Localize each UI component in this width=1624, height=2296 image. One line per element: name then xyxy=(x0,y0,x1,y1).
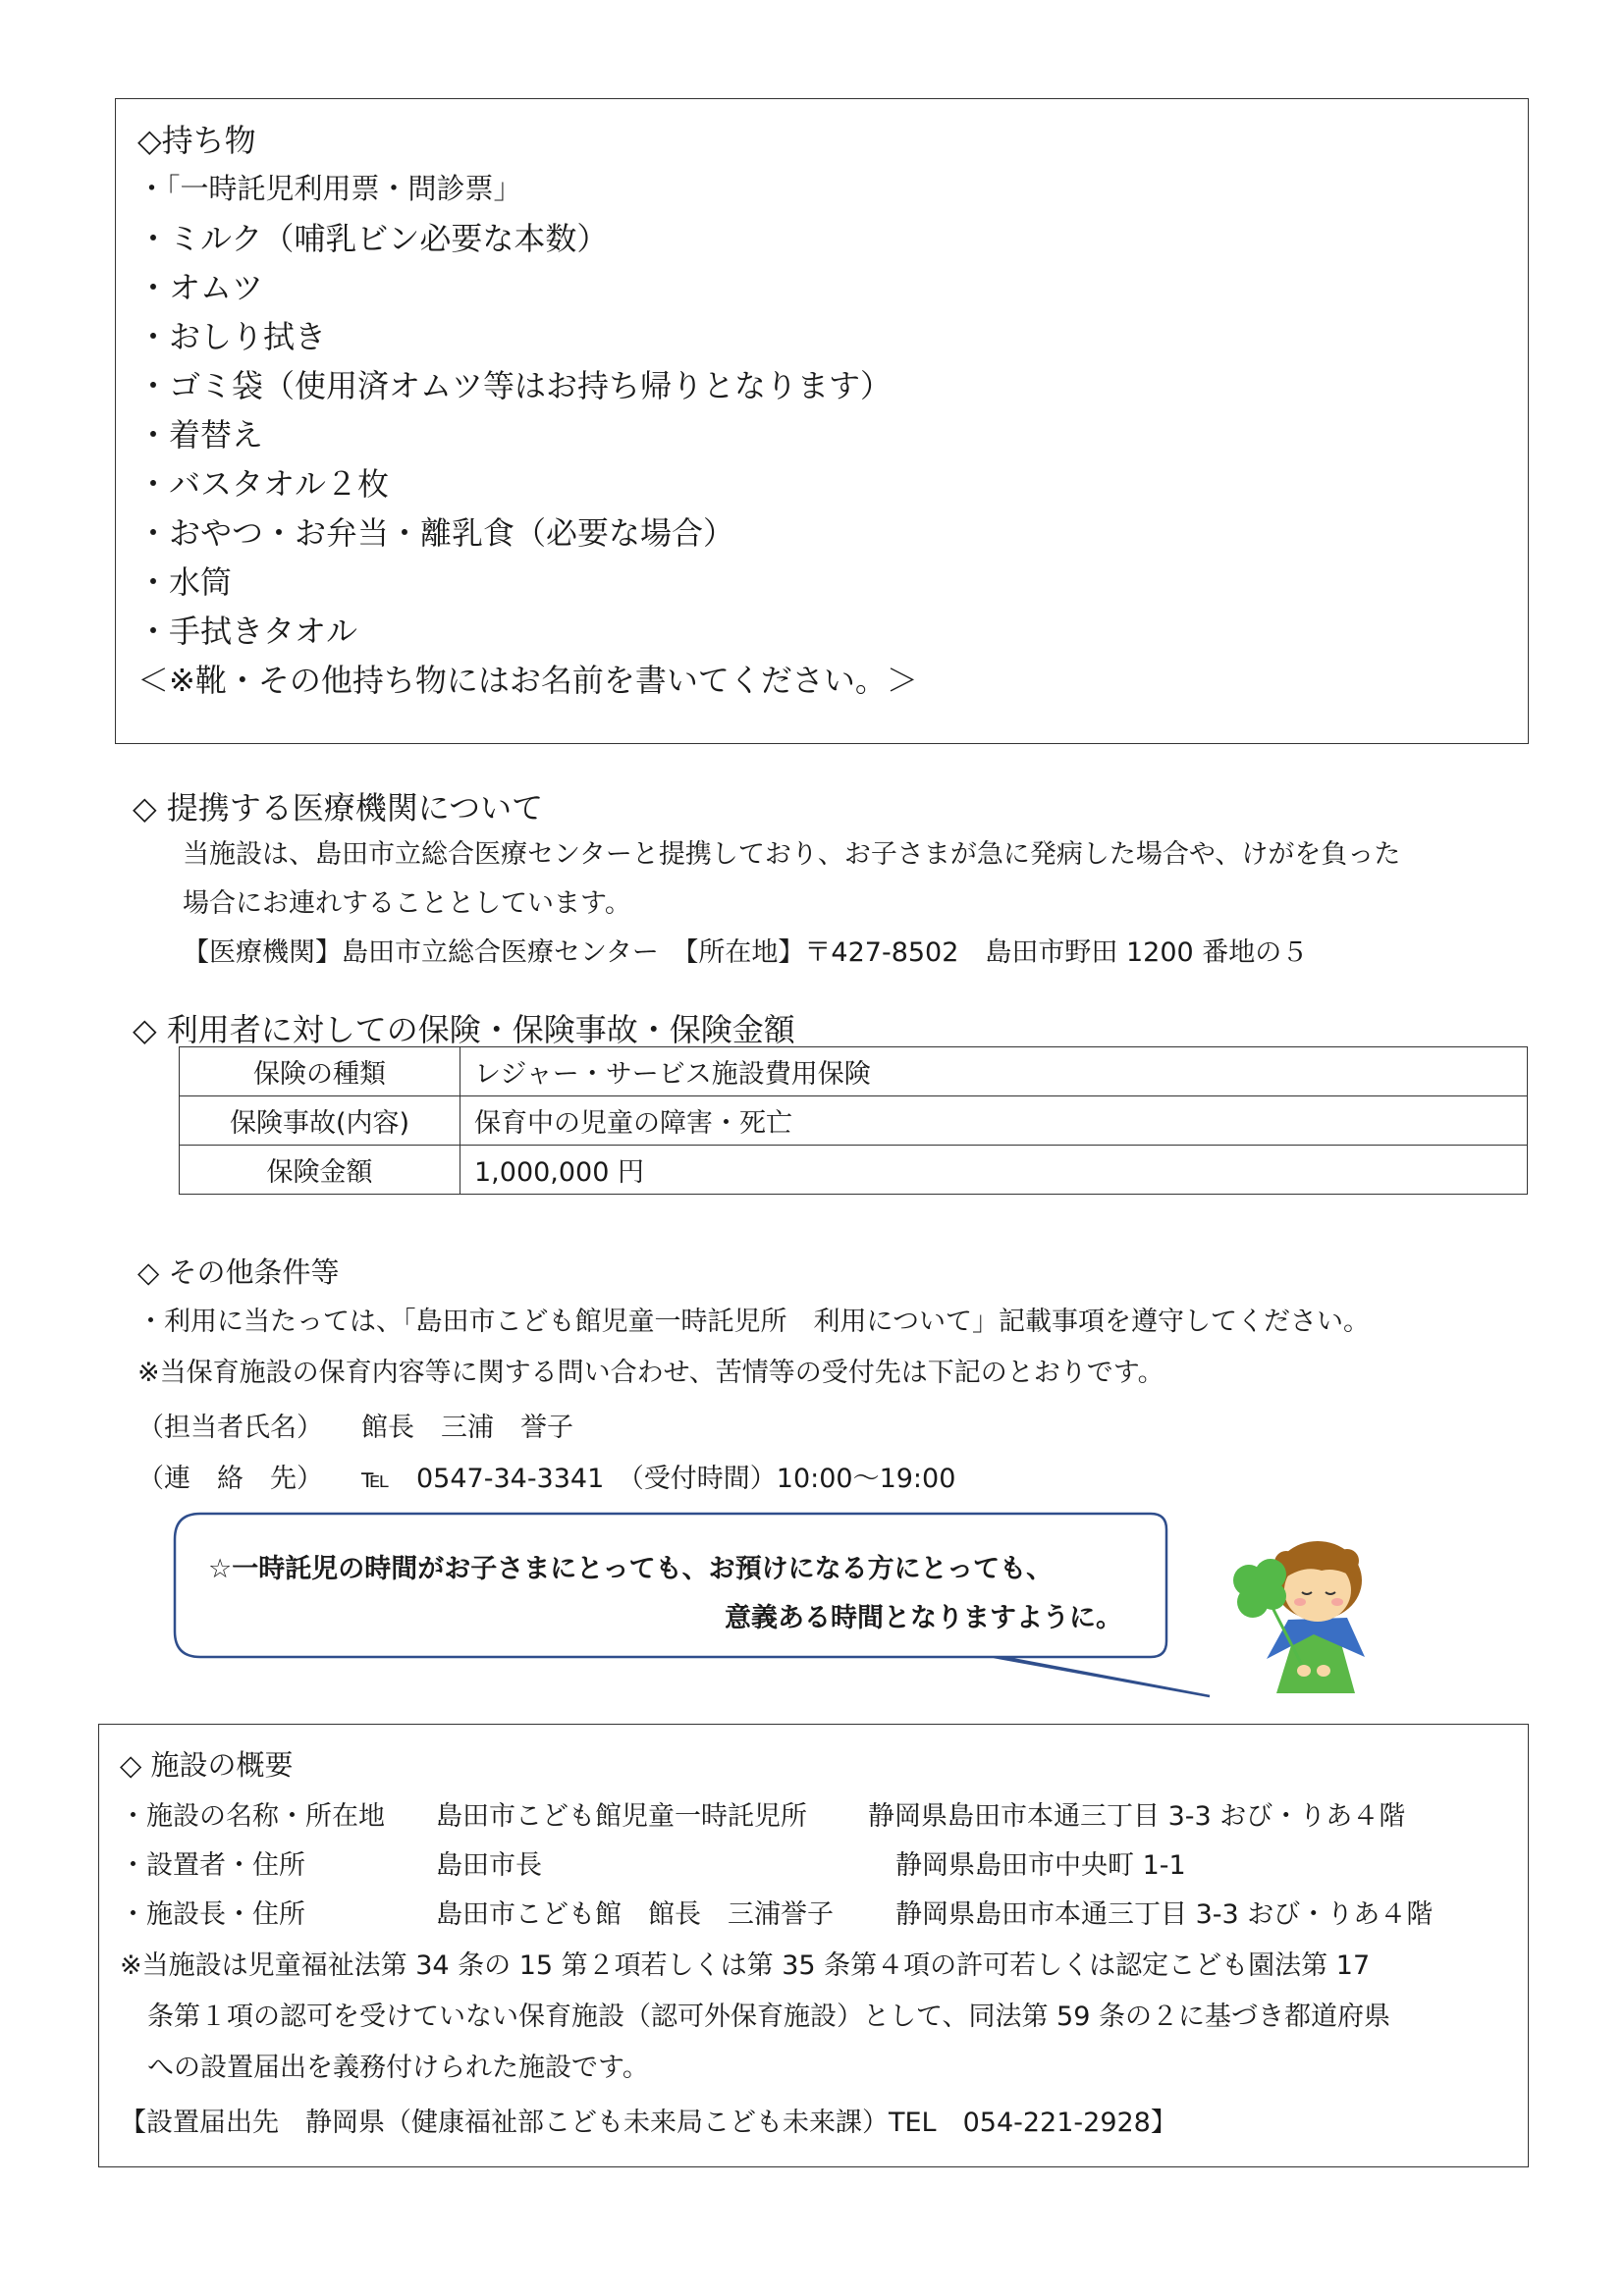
medical-text-line: 当施設は、島田市立総合医療センターと提携しており、お子さまが急に発病した場合や、けがを負った xyxy=(183,839,1401,870)
belongings-item: ・手拭きタオル xyxy=(137,613,358,650)
medical-text-line: 場合にお連れすることとしています。 xyxy=(183,888,631,919)
belongings-item: ・ミルク（哺乳ビン必要な本数） xyxy=(137,220,609,257)
insurance-heading: ◇ 利用者に対しての保険・保険事故・保険金額 xyxy=(133,1011,795,1048)
insurance-value: 保育中の児童の障害・死亡 xyxy=(460,1096,1528,1146)
belongings-heading: ◇持ち物 xyxy=(137,122,256,159)
facility-row-name: 島田市こども館 館長 三浦誉子 xyxy=(436,1899,834,1930)
facility-row-address: 静岡県島田市中央町 1-1 xyxy=(895,1850,1186,1881)
other-text-line: ※当保育施設の保育内容等に関する問い合わせ、苦情等の受付先は下記のとおりです。 xyxy=(137,1358,1164,1388)
belongings-item: ・「一時託児利用票・問診票」 xyxy=(137,172,522,205)
table-row xyxy=(180,1047,1528,1096)
facility-note-line: ※当施設は児童福祉法第 34 条の 15 第２項若しくは第 35 条第４項の許可若しくは認定こども園法第 17 xyxy=(120,1950,1371,1981)
belongings-item: ・オムツ xyxy=(137,269,264,306)
phone-label: （連 絡 先） xyxy=(137,1464,323,1494)
facility-row-name: 島田市長 xyxy=(436,1850,542,1881)
belongings-item: ・ゴミ袋（使用済オムツ等はお持ち帰りとなります） xyxy=(137,367,893,404)
contact-value: 館長 三浦 誉子 xyxy=(361,1413,573,1443)
facility-row-label: ・設置者・住所 xyxy=(120,1850,305,1881)
other-text-line: ・利用に当たっては、「島田市こども館児童一時託児所 利用について」記載事項を遵守してください。 xyxy=(137,1307,1370,1337)
belongings-item: ・水筒 xyxy=(137,563,233,601)
table-row xyxy=(180,1146,1528,1195)
insurance-value: 1,000,000 円 xyxy=(460,1146,1528,1195)
facility-row-label: ・施設長・住所 xyxy=(120,1899,305,1930)
phone-value: ℡ 0547-34-3341 （受付時間）10:00～19:00 xyxy=(361,1464,956,1494)
insurance-label: 保険事故(内容) xyxy=(180,1096,460,1146)
medical-address: 【医療機関】島田市立総合医療センター 【所在地】〒427-8502 島田市野田 1200 番地の５ xyxy=(183,937,1309,968)
insurance-label: 保険金額 xyxy=(180,1146,460,1195)
facility-filing: 【設置届出先 静岡県（健康福祉部こども未来局こども未来課）TEL 054-221-2928】 xyxy=(120,2108,1177,2138)
facility-heading: ◇ 施設の概要 xyxy=(120,1748,294,1782)
facility-row-address: 静岡県島田市本通三丁目 3-3 おび・りあ４階 xyxy=(895,1899,1434,1930)
facility-row-name: 島田市こども館児童一時託児所 xyxy=(436,1801,807,1832)
facility-note-line: への設置届出を義務付けられた施設です。 xyxy=(147,2053,649,2083)
bubble-line: 意義ある時間となりますように。 xyxy=(725,1603,1122,1633)
bubble-line: ☆一時託児の時間がお子さまにとっても、お預けになる方にとっても、 xyxy=(208,1554,1054,1584)
belongings-item: ・おしり拭き xyxy=(137,318,327,355)
contact-label: （担当者氏名） xyxy=(137,1413,323,1443)
medical-heading: ◇ 提携する医療機関について xyxy=(133,789,544,827)
facility-row-label: ・施設の名称・所在地 xyxy=(120,1801,385,1832)
belongings-item: ・おやつ・お弁当・離乳食（必要な場合） xyxy=(137,514,735,552)
child-with-clover-illustration xyxy=(1227,1522,1394,1708)
insurance-label: 保険の種類 xyxy=(180,1047,460,1096)
belongings-item: ・バスタオル２枚 xyxy=(137,465,390,503)
insurance-value: レジャー・サービス施設費用保険 xyxy=(460,1047,1528,1096)
insurance-table xyxy=(179,1046,1528,1195)
facility-note-line: 条第１項の認可を受けていない保育施設（認可外保育施設）として、同法第 59 条の２に基づき都道府県 xyxy=(147,2002,1390,2032)
belongings-note: ＜※靴・その他持ち物にはお名前を書いてください。＞ xyxy=(137,662,918,699)
other-heading: ◇ その他条件等 xyxy=(137,1255,340,1289)
table-row xyxy=(180,1096,1528,1146)
belongings-item: ・着替え xyxy=(137,416,264,454)
facility-row-address: 静岡県島田市本通三丁目 3-3 おび・りあ４階 xyxy=(868,1801,1406,1832)
